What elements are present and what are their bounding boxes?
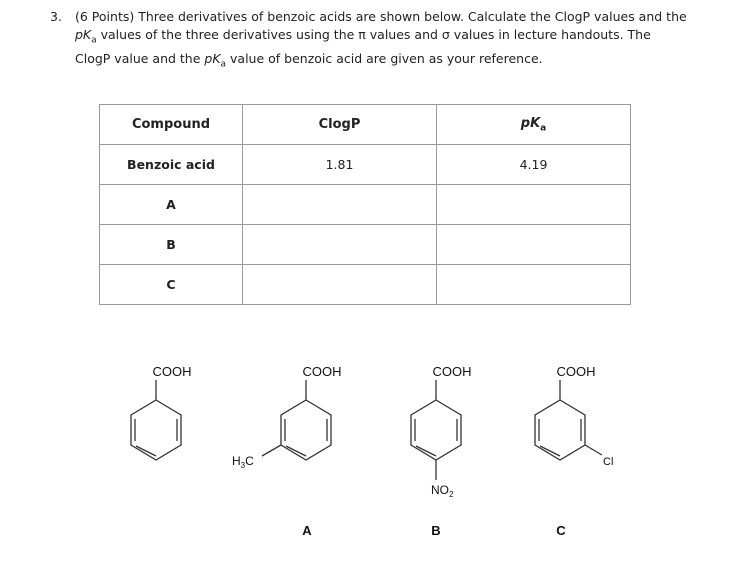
group-label: COOH [302,364,342,379]
question-points: (6 Points) [75,9,135,24]
substituent-label: $H_3C$ [232,454,254,470]
question-text: Three derivatives of benzoic acids are shown below. Calculate the ClogP values and the $pK_a$ values of the three derivatives using the π values and σ values in lecture handouts. The ClogP value and the $pK_a$ value of benzoic acid are given as your reference. [75,9,687,69]
substituent-label: Cl [603,456,614,468]
structure-label: A [302,523,312,538]
molecule-a [232,364,342,538]
substituent-label: $NO_2$ [431,483,454,499]
molecule-c [535,364,613,538]
molecule-benzoic-acid [131,364,192,460]
cell-pka: 4.19 [437,145,631,185]
cell-compound: C [100,265,243,305]
cell-compound: Benzoic acid [100,145,243,185]
header-compound: Compound [100,105,243,145]
header-pka: $pK_a$ [437,105,631,145]
group-label: COOH [432,364,472,379]
cell-compound: A [100,185,243,225]
structure-label: C [556,523,566,538]
group-label: COOH [152,364,192,379]
header-clogp: ClogP [243,105,437,145]
cell-compound: B [100,225,243,265]
molecule-b [411,364,472,538]
cell-clogp: 1.81 [243,145,437,185]
question-number: 3. [50,9,62,24]
structure-label: B [431,523,441,538]
group-label: COOH [556,364,596,379]
